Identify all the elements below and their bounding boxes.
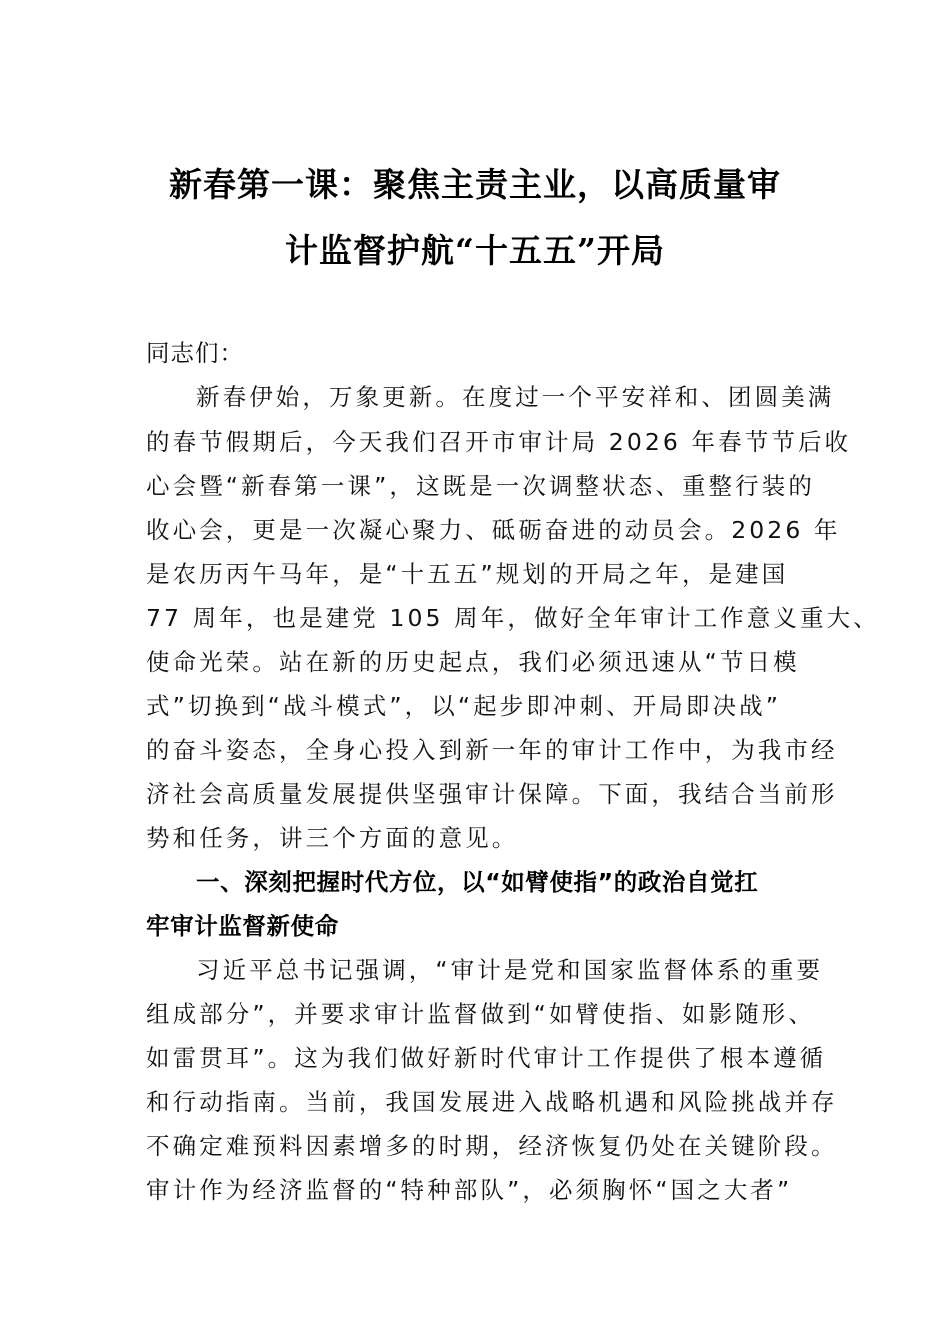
paragraph-line: 是农历丙午马年，是“十五五”规划的开局之年，是建国 bbox=[146, 560, 789, 588]
section-heading-line: 牢审计监督新使命 bbox=[146, 912, 339, 940]
paragraph-line: 心会暨“新春第一课”，这既是一次调整状态、重整行装的 bbox=[146, 472, 815, 500]
paragraph-line: 使命光荣。站在新的历史起点，我们必须迅速从“节日模 bbox=[146, 648, 800, 676]
salutation: 同志们： bbox=[146, 339, 244, 367]
paragraph-line: 不确定难预料因素增多的时期，经济恢复仍处在关键阶段。 bbox=[146, 1132, 838, 1160]
paragraph-line: 组成部分”，并要求审计监督做到“如臂使指、如影随形、 bbox=[146, 1000, 815, 1028]
paragraph-line: 济社会高质量发展提供坚强审计保障。下面，我结合当前形 bbox=[146, 780, 838, 808]
paragraph-line: 和行动指南。当前，我国发展进入战略机遇和风险挑战并存 bbox=[146, 1088, 838, 1116]
paragraph-line: 如雷贯耳”。这为我们做好新时代审计工作提供了根本遵循 bbox=[146, 1044, 827, 1072]
paragraph-line: 的奋斗姿态，全身心投入到新一年的审计工作中，为我市经 bbox=[146, 736, 838, 764]
paragraph-line: 势和任务，讲三个方面的意见。 bbox=[146, 824, 519, 852]
section-heading-line: 一、深刻把握时代方位，以“如臂使指”的政治自觉扛 bbox=[196, 868, 759, 896]
paragraph-line: 审计作为经济监督的“特种部队”，必须胸怀“国之大者” bbox=[146, 1176, 793, 1204]
paragraph-line: 习近平总书记强调，“审计是党和国家监督体系的重要 bbox=[196, 956, 824, 984]
paragraph-line: 式”切换到“战斗模式”，以“起步即冲刺、开局即决战” bbox=[146, 692, 781, 720]
paragraph-line: 77 周年，也是建党 105 周年，做好全年审计工作意义重大、 bbox=[146, 604, 880, 632]
document-title-line-2: 计监督护航“十五五”开局 bbox=[285, 231, 665, 270]
paragraph-line: 新春伊始，万象更新。在度过一个平安祥和、团圆美满 bbox=[196, 383, 835, 411]
paragraph-line: 的春节假期后，今天我们召开市审计局 2026 年春节节后收 bbox=[146, 428, 852, 456]
paragraph-line: 收心会，更是一次凝心聚力、砥砺奋进的动员会。2026 年 bbox=[146, 516, 841, 544]
document-title-line-1: 新春第一课：聚焦主责主业，以高质量审 bbox=[169, 165, 781, 204]
